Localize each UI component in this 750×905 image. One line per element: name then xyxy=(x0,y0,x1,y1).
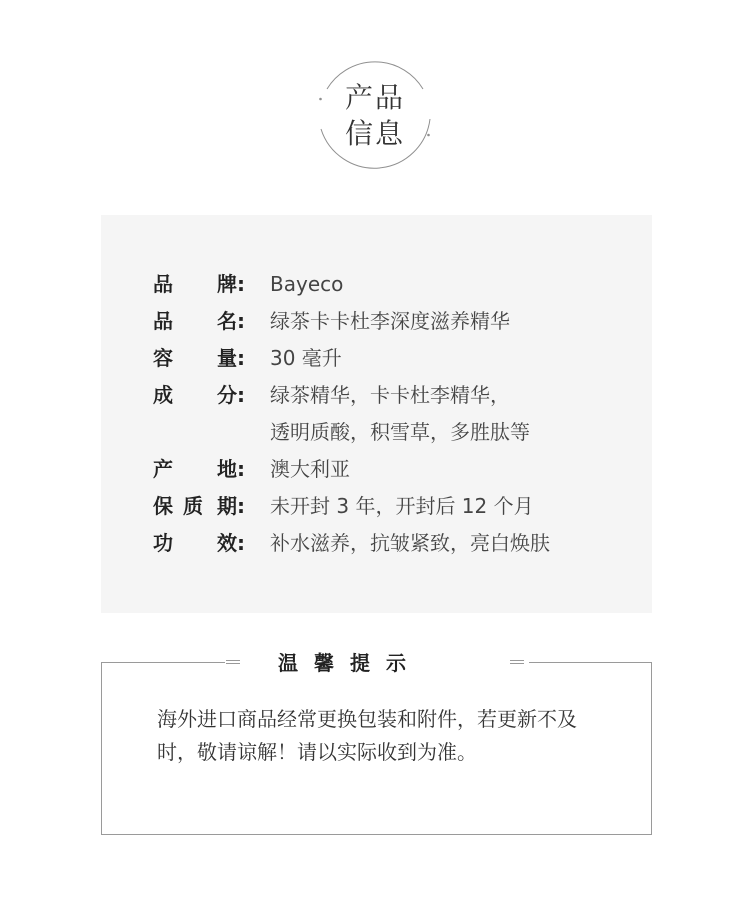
info-value: 绿茶精华，卡卡杜李精华， xyxy=(270,383,510,407)
label-char: 产 xyxy=(153,457,173,481)
info-value: 补水滋养，抗皱紧致，亮白焕肤 xyxy=(270,531,550,555)
notice-text: 海外进口商品经常更换包装和附件，若更新不及时，敬请谅解！请以实际收到为准。 xyxy=(157,707,577,764)
info-value: 澳大利亚 xyxy=(270,457,350,481)
info-value: 未开封 3 年，开封后 12 个月 xyxy=(270,494,534,518)
label-char: 功 xyxy=(153,531,173,555)
label-char: 名: xyxy=(217,309,245,333)
label-char: 品 xyxy=(153,309,173,333)
label-char: 品 xyxy=(153,272,173,296)
info-value: 透明质酸，积雪草，多胜肽等 xyxy=(270,420,530,444)
label-char: 效: xyxy=(217,531,245,555)
notice-left-mark xyxy=(226,660,240,665)
notice-right-mark xyxy=(510,660,524,665)
product-info-panel xyxy=(101,215,652,613)
label-char: 分: xyxy=(217,383,245,407)
product-info-badge xyxy=(319,61,431,173)
label-char: 成 xyxy=(153,383,173,407)
label-char: 牌: xyxy=(217,272,245,296)
label-char: 容 xyxy=(153,346,173,370)
label-char: 质 xyxy=(183,494,203,518)
badge-title-line-1: 产品 xyxy=(344,81,405,114)
badge-title-line-2: 信息 xyxy=(344,117,405,150)
label-char: 地: xyxy=(217,457,245,481)
info-value: 绿茶卡卡杜李深度滋养精华 xyxy=(270,309,510,333)
info-value: 30 毫升 xyxy=(270,346,342,370)
label-char: 保 xyxy=(153,494,173,518)
label-char: 量: xyxy=(217,346,245,370)
label-char: 期: xyxy=(217,494,245,518)
notice-box xyxy=(101,662,652,835)
notice-title: 温馨提示 xyxy=(262,648,438,678)
info-value: Bayeco xyxy=(270,272,344,296)
